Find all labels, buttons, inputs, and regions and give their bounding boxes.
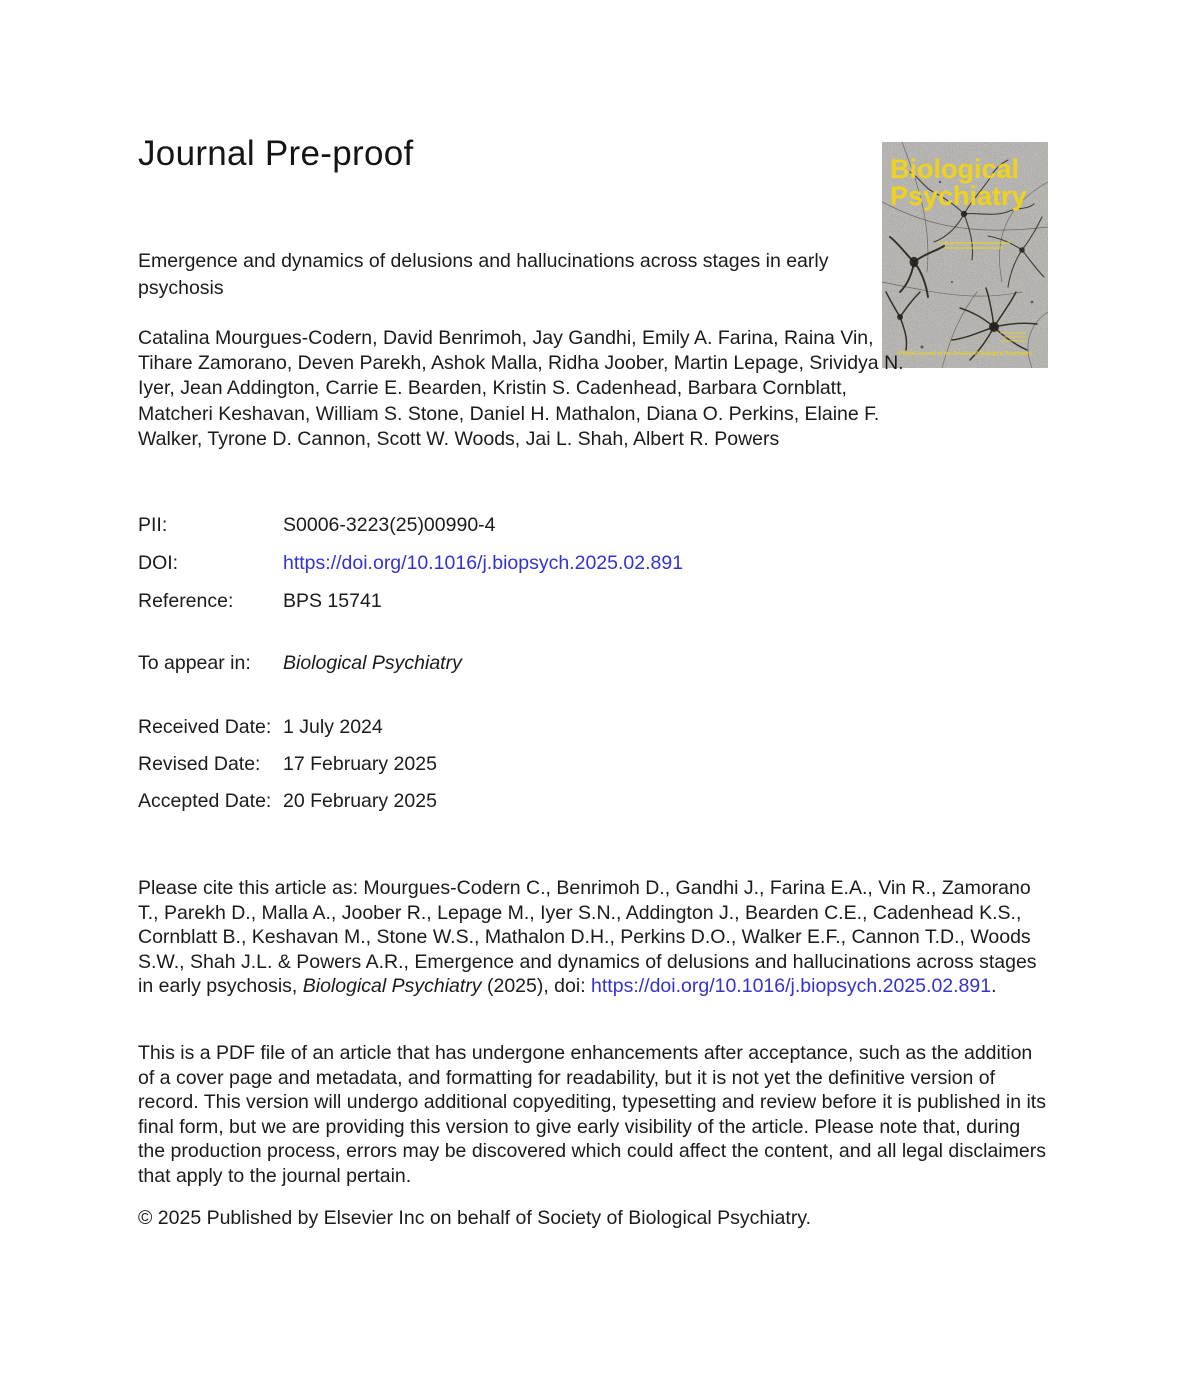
cover-journal-name-line1: Biological <box>890 154 1020 184</box>
revised-date-value: 17 February 2025 <box>283 753 437 775</box>
accepted-date-row <box>138 790 437 813</box>
reference-label: Reference: <box>138 590 234 612</box>
citation-doi-link[interactable]: https://doi.org/10.1016/j.biopsych.2025.02.891 <box>591 975 992 998</box>
doi-label: DOI: <box>138 552 179 574</box>
preproof-disclaimer-paragraph: This is a PDF file of an article that has undergone enhancements after acceptance, such as the addition of a cover page and metadata, and formatting for readability, but it is not yet the definitive version of record. This version will undergo additional copyediting, typesetting and review before it is published in its final form, but we are providing this version to give early visibility of the article. Please note that, during the production process, errors may be discovered which could affect the content, and all legal disclaimers that apply to the journal pertain. <box>138 1042 1046 1187</box>
doi-link[interactable]: https://doi.org/10.1016/j.biopsych.2025.02.891 <box>283 552 684 574</box>
reference-row <box>138 590 382 613</box>
to-appear-journal: Biological Psychiatry <box>283 652 462 674</box>
accepted-date-value: 20 February 2025 <box>283 790 437 812</box>
article-title: Emergence and dynamics of delusions and hallucinations across stages in early psychosis <box>138 250 829 299</box>
citation-middle-text: (2025), doi: <box>481 975 592 998</box>
revised-date-row <box>138 753 437 776</box>
received-date-label: Received Date: <box>138 716 272 738</box>
citation-paragraph <box>138 876 1050 999</box>
to-appear-in-row <box>138 652 462 675</box>
doi-row <box>138 552 683 575</box>
citation-period: . <box>991 975 997 998</box>
citation-text: Please cite this article as: Mourgues-Codern C., Benrimoh D., Gandhi J., Farina E.A., Vin R., Zamorano T., Parekh D., Malla A., Joober R., Lepage M., Iyer S.N., Addington J., Bearden C.E., Cadenhead K.S., Cornblatt B., Keshavan M., Stone W.S., Mathalon D.H., Perkins D.O., Walker E.F., Cannon T.D., Woods S.W., Shah J.L. & Powers A.R., Emergence and dynamics of delusions and hallucinations across stages in early psychosis, <box>138 877 1037 998</box>
cover-journal-name-line2: Psychiatry <box>890 181 1027 211</box>
received-date-row <box>138 716 383 739</box>
received-date-value: 1 July 2024 <box>283 716 383 738</box>
accepted-date-label: Accepted Date: <box>138 790 272 812</box>
author-list: Catalina Mourgues-Codern, David Benrimoh, Jay Gandhi, Emily A. Farina, Raina Vin, Tihare Zamorano, Deven Parekh, Ashok Malla, Ridha Joober, Martin Lepage, Srividya N. Iyer, Jean Addington, Carrie E. Bearden, Kristin S. Cadenhead, Barbara Cornblatt, Matcheri Keshavan, William S. Stone, Daniel H. Mathalon, Diana O. Perkins, Elaine F. Walker, Tyrone D. Cannon, Scott W. Woods, Jai L. Shah, Albert R. Powers <box>138 327 904 450</box>
pii-row <box>138 514 496 537</box>
copyright-line: © 2025 Published by Elsevier Inc on behalf of Society of Biological Psychiatry. <box>138 1207 812 1229</box>
to-appear-label: To appear in: <box>138 652 251 674</box>
revised-date-label: Revised Date: <box>138 753 261 775</box>
citation-journal-name: Biological Psychiatry <box>302 975 482 998</box>
pii-label: PII: <box>138 514 168 536</box>
cover-footer-text: Official Journal of the Society of Biological Psychiatry <box>898 351 1032 357</box>
reference-value: BPS 15741 <box>283 590 382 612</box>
pii-value: S0006-3223(25)00990-4 <box>283 514 496 536</box>
page-title: Journal Pre-proof <box>138 134 414 173</box>
